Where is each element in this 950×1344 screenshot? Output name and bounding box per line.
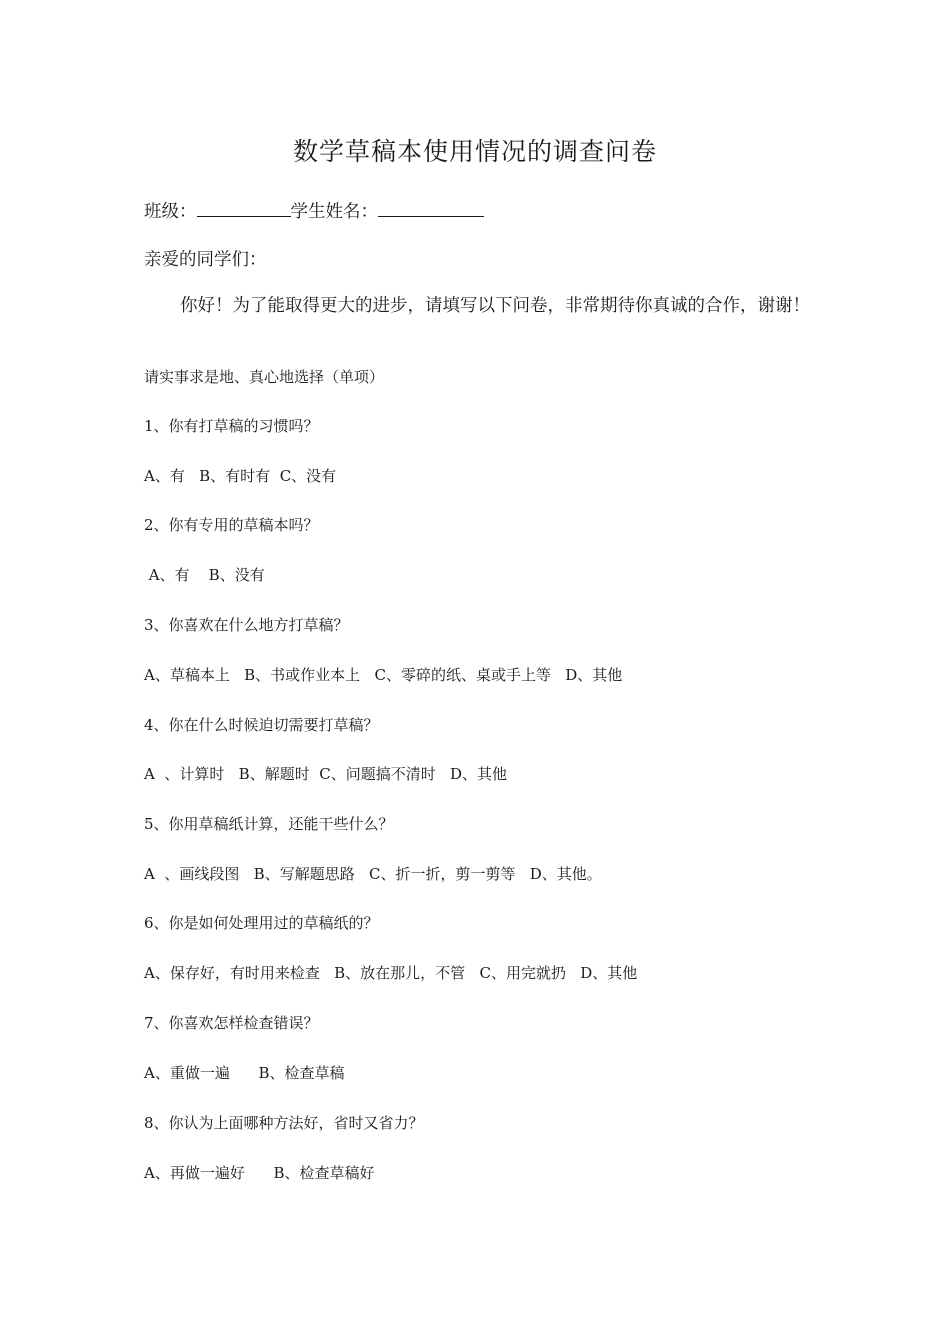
- question-8-options: A、再做一遍好 B、检查草稿好: [144, 1164, 375, 1182]
- survey-title: 数学草稿本使用情况的调查问卷: [292, 137, 657, 166]
- question-5: 5、你用草稿纸计算，还能干些什么？: [144, 815, 394, 833]
- instruction-text: 请实事求是地、真心地选择（单项）: [144, 368, 385, 386]
- question-4-options: A 、计算时 B、解题时 C、问题搞不清时 D、其他: [144, 765, 508, 783]
- student-name-label: 学生姓名：: [290, 202, 378, 222]
- intro-paragraph: [144, 291, 814, 321]
- question-7: 7、你喜欢怎样检查错误？: [144, 1014, 319, 1032]
- student-name-blank-field[interactable]: [378, 200, 484, 217]
- intro-text: 你好！为了能取得更大的进步，请填写以下问卷，非常期待你真诚的合作，谢谢！: [180, 296, 810, 316]
- question-2-options: A、有 B、没有: [144, 566, 265, 584]
- question-6: 6、你是如何处理用过的草稿纸的？: [144, 914, 379, 932]
- question-1-options: A、有 B、有时有 C、没有: [144, 467, 337, 485]
- class-blank-field[interactable]: [197, 200, 291, 217]
- question-5-options: A 、画线段图 B、写解题思路 C、折一折，剪一剪等 D、其他。: [144, 865, 602, 883]
- question-1: 1、你有打草稿的习惯吗？: [144, 417, 319, 435]
- question-6-options: A、保存好，有时用来检查 B、放在那儿，不管 C、用完就扔 D、其他: [144, 964, 638, 982]
- question-3: 3、你喜欢在什么地方打草稿？: [144, 616, 349, 634]
- question-2: 2、你有专用的草稿本吗？: [144, 516, 319, 534]
- question-7-options: A、重做一遍 B、检查草稿: [144, 1064, 345, 1082]
- student-info-row: [144, 198, 484, 223]
- question-8: 8、你认为上面哪种方法好，省时又省力？: [144, 1114, 424, 1132]
- class-label: 班级：: [144, 202, 197, 222]
- question-4: 4、你在什么时候迫切需要打草稿？: [144, 716, 379, 734]
- question-3-options: A、草稿本上 B、书或作业本上 C、零碎的纸、桌或手上等 D、其他: [144, 666, 623, 684]
- greeting: 亲爱的同学们：: [144, 250, 267, 270]
